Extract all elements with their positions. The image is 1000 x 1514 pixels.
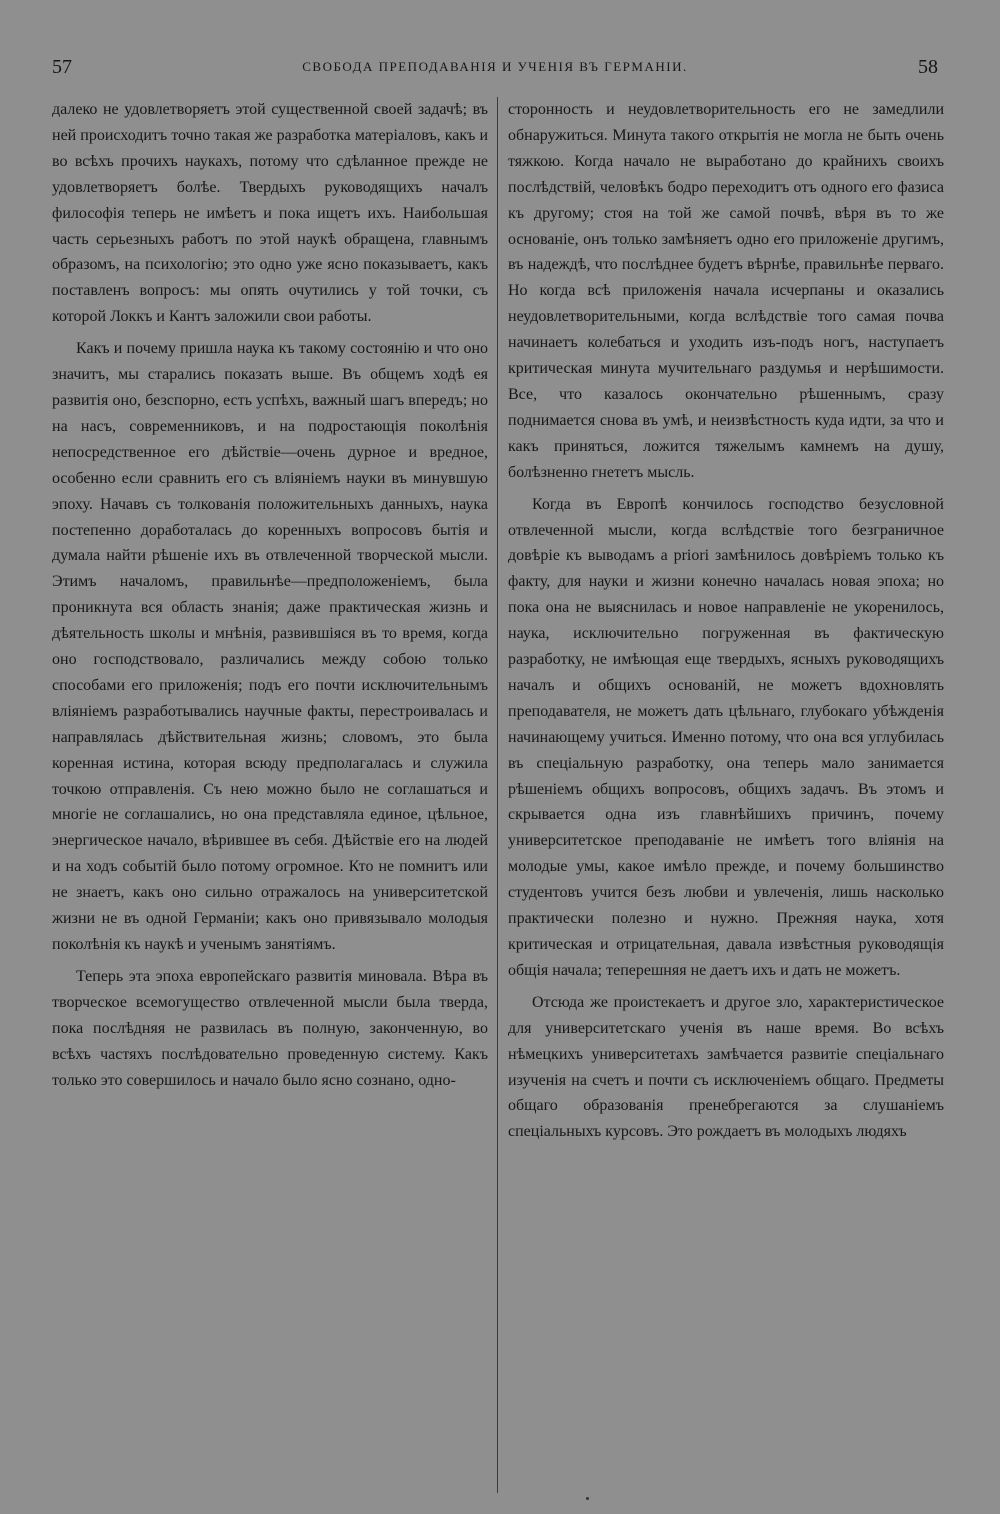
print-dot [586, 1497, 589, 1500]
running-title: СВОБОДА ПРЕПОДАВАНІЯ И УЧЕНІЯ ВЪ ГЕРМАНІИ. [302, 59, 688, 74]
left-paragraph-1: далеко не удовлетворяетъ этой существенной своей задачѣ; въ ней происходитъ точно такая же разработка матеріаловъ, какъ и во всѣхъ прочихъ наукахъ, потому что сдѣланное прежде не удовлетворяетъ болѣе. Твердыхъ руководящихъ началъ философія теперь не имѣетъ и пока ищетъ ихъ. Наибольшая часть серьезныхъ работъ по этой наукѣ обращена, главнымъ образомъ, на психологію; это одно уже ясно показываетъ, какъ поставленъ вопросъ: мы опять очутились у той точки, съ которой Локкъ и Кантъ заложили свои работы. [52, 101, 488, 326]
right-paragraph-1: сторонность и неудовлетворительность его не замедлили обнаружиться. Минута такого открытія не могла не быть очень тяжкою. Когда начало не выработано до крайнихъ своихъ послѣдствій, человѣкъ бодро переходитъ отъ одного его фазиса къ другому; стоя на той же самой почвѣ, вѣря въ то же основаніе, онъ только замѣняетъ одно его приложеніе другимъ, въ надеждѣ, что послѣднее будетъ вѣрнѣе, правильнѣе перваго. Но когда всѣ приложенія начала исчерпаны и оказались неудовлетворительными, когда вслѣдствіе того самая почва начинаетъ колебаться и уходить изъ-подъ ногъ, наступаетъ критическая минута мучительнаго раздумья и нерѣшимости. Все, что казалось окончательно рѣшеннымъ, сразу поднимается снова въ умѣ, и неизвѣстность куда идти, за что и какъ приняться, ложится тяжелымъ камнемъ на душу, болѣзненно гнететъ мысль. [508, 101, 944, 481]
right-page-number: 58 [917, 55, 938, 78]
right-paragraph-2: Когда въ Европѣ кончилось господство безусловной отвлеченной мысли, когда вслѣдствіе того безграничное довѣріе къ выводамъ a priori замѣнилось довѣріемъ только къ факту, для науки и жизни конечно началась новая эпоха; но пока она не выяснилась и новое направленіе не укоренилось, наука, исключительно погруженная въ фактическую разработку, не имѣющая еще твердыхъ, ясныхъ руководящихъ началъ и общихъ основаній, не можетъ вдохновлять преподавателя, не можетъ дать цѣльнаго, глубокаго убѣжденія начинающему учиться. Именно потому, что она вся углубилась въ спеціальную разработку, она теперь мало занимается рѣшеніемъ общихъ вопросовъ, общихъ задачъ. Въ этомъ и скрывается одна изъ главнѣйшихъ причинъ, почему университетское преподаваніе не имѣетъ того вліянія на молодые умы, какое имѣло прежде, и почему большинство студентовъ учится безъ любви и увлеченія, лишь насколько практически полезно и нужно. Прежняя наука, хотя критическая и отрицательная, давала извѣстныя руководящія общія начала; теперешняя не даетъ ихъ и дать не можетъ. [508, 495, 944, 979]
left-page-number: 57 [52, 55, 72, 78]
left-column [52, 97, 488, 1093]
text-columns [52, 97, 944, 1507]
column-divider [497, 97, 498, 1493]
right-column [508, 97, 944, 1145]
left-paragraph-3: Теперь эта эпоха европейскаго развитія миновала. Вѣра въ творческое всемогущество отвлеченной мысли была тверда, пока послѣдняя не развилась въ полную, законченную, во всѣхъ частяхъ послѣдовательно проведенную систему. Какъ только это совершилось и начало было ясно сознано, одно- [52, 967, 488, 1089]
left-paragraph-2: Какъ и почему пришла наука къ такому состоянію и что оно значитъ, мы старались показать выше. Въ общемъ ходѣ ея развитія оно, безспорно, есть успѣхъ, важный шагъ впередъ; но на насъ, современниковъ, и на подростающія поколѣнія непосредственное его дѣйствіе—очень дурное и вредное, особенно если сравнить его съ вліяніемъ науки въ минувшую эпоху. Начавъ съ толкованія положительныхъ данныхъ, наука постепенно доработалась до коренныхъ вопросовъ бытія и думала найти рѣшеніе ихъ въ отвлеченной творческой мысли. Этимъ началомъ, правильнѣе—предположеніемъ, была проникнута вся область знанія; даже практическая жизнь и дѣятельность школы и мнѣнія, развившіяся въ то время, когда оно господствовало, различались между собою только способами его приложенія; подъ его почти исключительнымъ вліяніемъ разработывались научные факты, перестроивалась и направлялась дѣйствительная жизнь; словомъ, это была коренная истина, которая всюду предполагалась и служила точкою отправленія. Съ нею можно было не соглашаться и многіе не соглашались, но она представляла единое, цѣльное, энергическое начало, вѣрившее въ себя. Дѣйствіе его на людей и на ходъ событій было потому огромное. Кто не помнитъ или не знаетъ, какъ оно сильно отражалось на университетской жизни не въ одной Германіи; какъ оно привязывало молодыя поколѣнія къ наукѣ и ученымъ занятіямъ. [52, 340, 488, 953]
right-paragraph-3: Отсюда же проистекаетъ и другое зло, характеристическое для университетскаго ученія въ наше время. Во всѣхъ нѣмецкихъ университетахъ замѣчается развитіе спеціальнаго изученія на счетъ и почти съ исключеніемъ общаго. Предметы общаго образованія пренебрегаются за слушаніемъ спеціальныхъ курсовъ. Это рождаетъ въ молодыхъ людяхъ [508, 993, 944, 1141]
page-header [52, 52, 938, 82]
